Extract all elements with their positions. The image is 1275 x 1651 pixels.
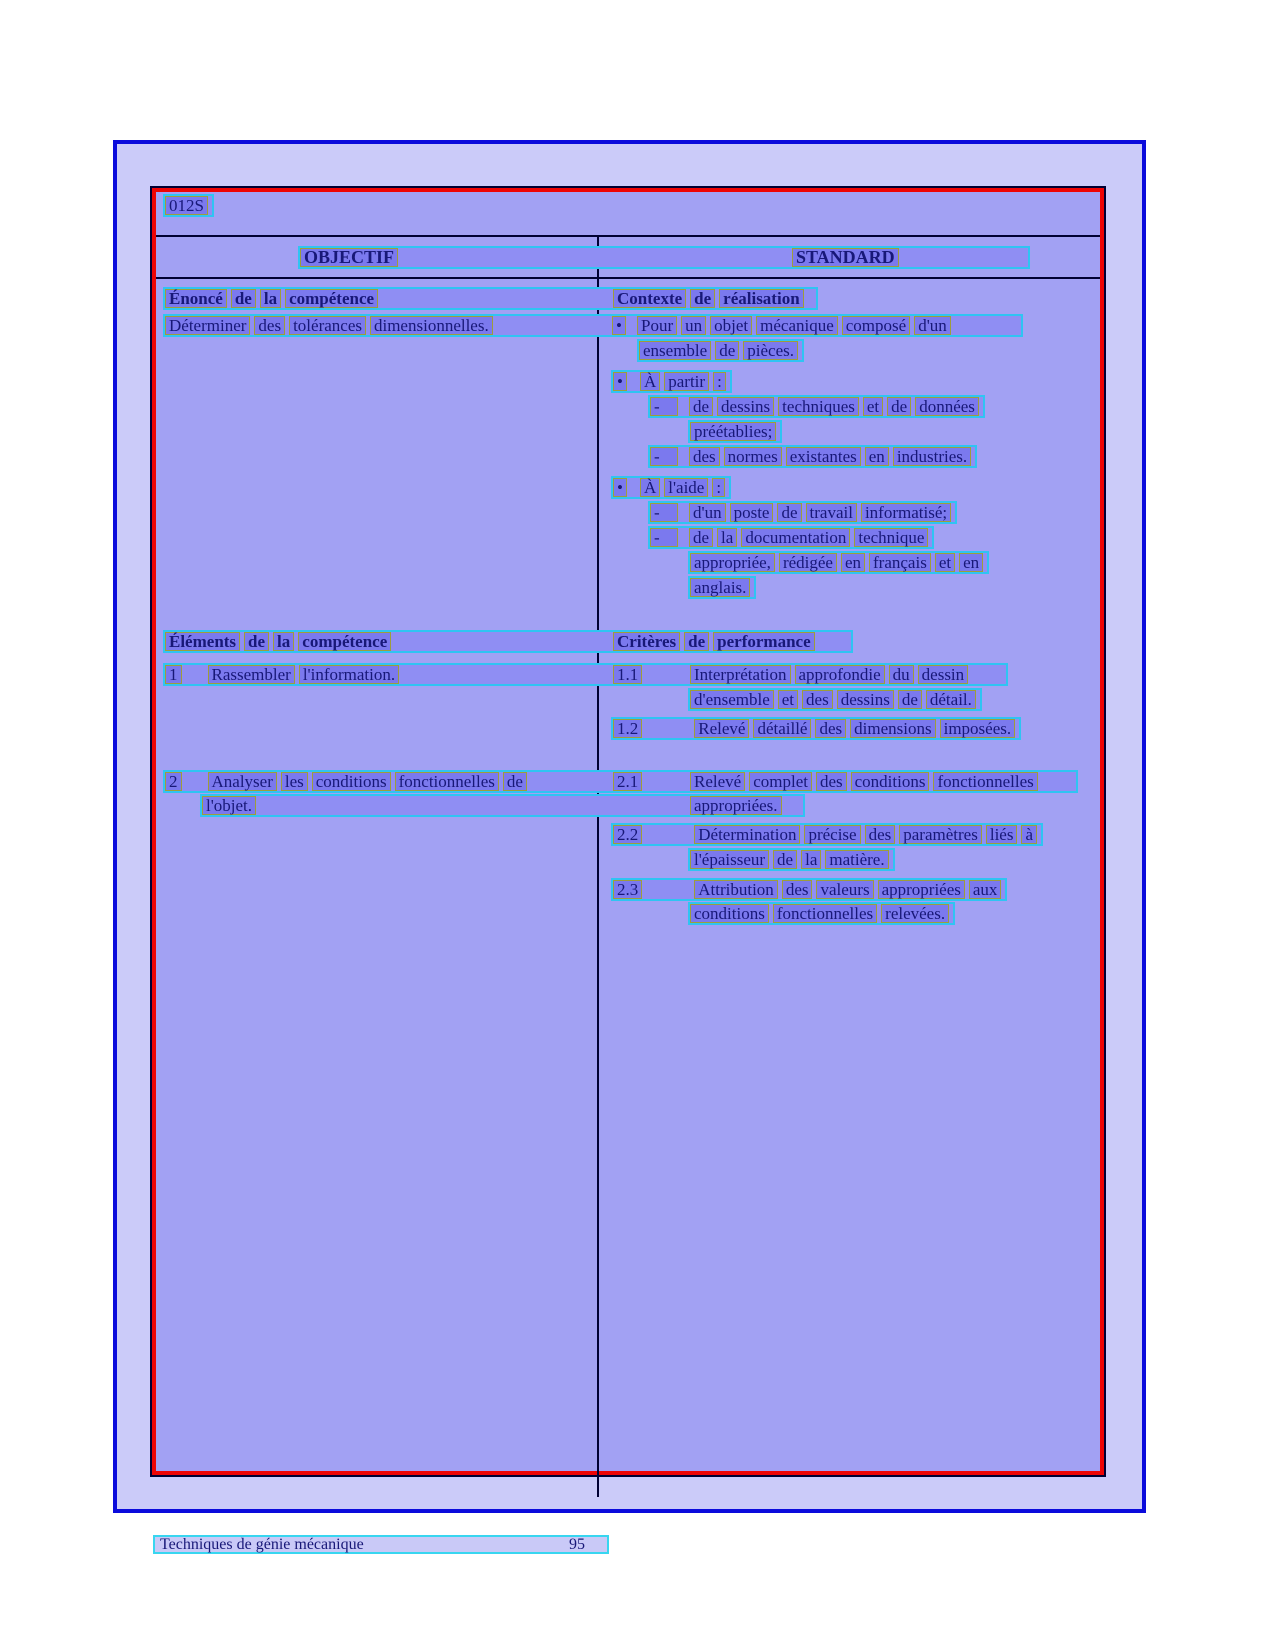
page-footer [153, 1535, 609, 1554]
context-bullet3-text: À l'aide : [640, 478, 729, 497]
criterion12-text: Relevé détaillé des dimensions imposées. [694, 719, 1019, 738]
contexte-heading: Contexte de réalisation [613, 289, 808, 308]
context-sub2a-line1-text: de dessins techniques et de données [689, 397, 983, 416]
criterion12-number: 1.2 [613, 719, 646, 738]
context-bullet1-line2-text: ensemble de pièces. [639, 341, 802, 360]
criterion23-line1-text: Attribution des valeurs appropriées aux [694, 880, 1005, 899]
criterion21-line2: appropriées. [690, 796, 786, 815]
element1-text: Rassembler l'information. [208, 665, 404, 684]
context-sub2a-line1 [648, 395, 985, 418]
column-header-row [298, 246, 1030, 269]
context-sub3a [648, 501, 957, 524]
section-headings-row-1 [163, 287, 818, 310]
section-headings-row-2 [163, 630, 853, 653]
context-sub3b-line1 [648, 526, 934, 549]
criterion23-line2-text: conditions fonctionnelles relevées. [690, 904, 953, 923]
enonce-and-context-line [163, 314, 1023, 337]
competency-code [163, 194, 214, 217]
criterion11-line2-text: d'ensemble et des dessins de détail. [690, 690, 980, 709]
criterion23-line2 [688, 902, 955, 925]
enonce-heading: Énoncé de la compétence [165, 289, 382, 308]
criterion23-line1 [611, 878, 1007, 901]
context-sub2b-text: des normes existantes en industries. [689, 447, 975, 466]
element1-number: 1 [165, 665, 186, 684]
elements-heading: Éléments de la compétence [165, 632, 395, 651]
column-divider [597, 237, 599, 1497]
criterion11-line1: Interprétation approfondie du dessin [690, 665, 972, 684]
context-sub3b-line3-text: anglais. [690, 578, 754, 597]
criterion22-line2-text: l'épaisseur de la matière. [690, 850, 893, 869]
element1-criterion11-line [163, 663, 1008, 686]
element2-line2: l'objet. [202, 796, 260, 815]
criterion21-line1: Relevé complet des conditions fonctionnelles [690, 772, 1042, 791]
context-sub2b [648, 445, 977, 468]
context-bullet2 [611, 370, 732, 393]
context-bullet3 [611, 476, 731, 499]
context-bullet1-line1: Pour un objet mécanique composé d'un [637, 316, 955, 335]
bullet-icon: • [612, 316, 630, 335]
element2-criterion21-line [163, 770, 1078, 793]
criterion22-line1-text: Détermination précise des paramètres liés à [694, 825, 1041, 844]
dash-icon: - [650, 447, 682, 466]
criterion22-line2 [688, 848, 895, 871]
element2-number: 2 [165, 772, 186, 791]
footer-page-number: 95 [569, 1535, 585, 1553]
element2-line1: Analyser les conditions fonctionnelles de [208, 772, 531, 791]
bullet-icon: • [613, 372, 631, 391]
criterion11-line2 [688, 688, 982, 711]
criterion23-number: 2.3 [613, 880, 646, 899]
footer-title: Techniques de génie mécanique [160, 1535, 364, 1553]
context-sub3b-line3 [688, 576, 756, 599]
context-sub3b-line2-text: appropriée, rédigée en français et en [690, 553, 987, 572]
header-row-divider [156, 277, 1100, 279]
criterion22-number: 2.2 [613, 825, 646, 844]
column-header-standard: STANDARD [792, 248, 903, 267]
criterion22-line1 [611, 823, 1043, 846]
element2-criterion21-line2 [200, 794, 805, 817]
context-sub3b-line1-text: de la documentation technique [689, 528, 932, 547]
context-sub2a-line2-text: préétablies; [690, 422, 780, 441]
competency-code-text: 012S [165, 196, 212, 215]
criterion11-number: 1.1 [613, 665, 646, 684]
context-sub3a-text: d'un poste de travail informatisé; [689, 503, 955, 522]
dash-icon: - [650, 503, 682, 522]
bullet-icon: • [613, 478, 631, 497]
criteres-heading: Critères de performance [613, 632, 819, 651]
dash-icon: - [650, 397, 682, 416]
criterion21-number: 2.1 [613, 772, 646, 791]
context-sub3b-line2 [688, 551, 989, 574]
context-sub2a-line2 [688, 420, 782, 443]
dash-icon: - [650, 528, 682, 547]
criterion12 [611, 717, 1021, 740]
code-row-divider [156, 235, 1100, 237]
context-bullet2-text: À partir : [640, 372, 730, 391]
column-header-objectif: OBJECTIF [300, 248, 402, 267]
enonce-text: Déterminer des tolérances dimensionnelles. [165, 316, 497, 335]
context-bullet1-line2 [637, 339, 804, 362]
